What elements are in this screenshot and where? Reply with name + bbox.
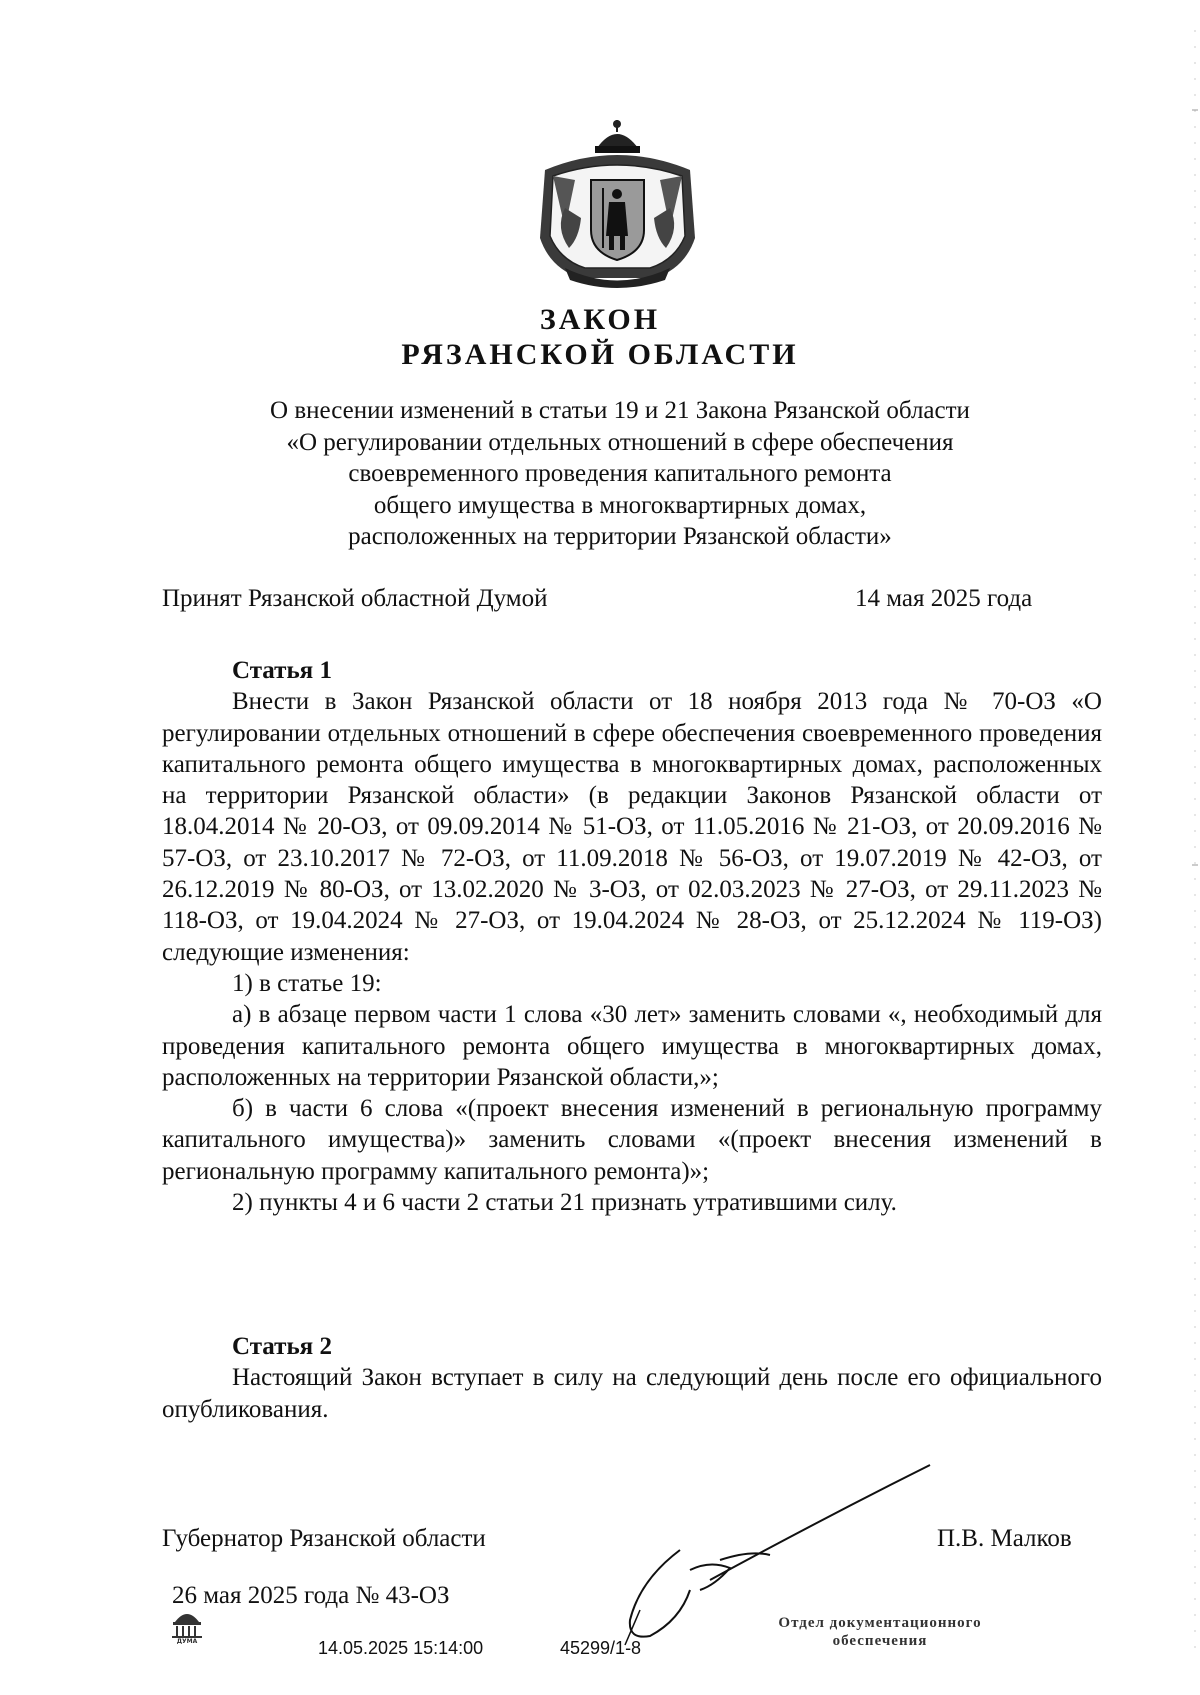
registration-code: 45299/1-8 [560,1638,642,1658]
article-paragraph: а) в абзаце первом части 1 слова «30 лет» заменить словами «, необходимый для проведения капитального ремонта общего имущества в многоквартирных домах, расположенных на территории Рязанской области,»; [162,1001,1102,1091]
article-heading: Статья 2 [232,1333,332,1360]
region-title: РЯЗАНСКОЙ ОБЛАСТИ [401,338,799,371]
signing-date-number: 26 мая 2025 года № 43-ОЗ [172,1582,450,1609]
adopted-date: 14 мая 2025 года [855,585,1033,612]
article-paragraph: 1) в статье 19: [232,969,382,997]
subtitle-line: расположенных на территории Рязанской области» [348,523,892,550]
stamp-line: обеспечения [832,1633,928,1649]
article-paragraph: б) в части 6 слова «(проект внесения изменений в региональную программу капитального имущества)» заменить словами «(проект внесения изменений в региональную программу капитального ремонта)»; [162,1095,1102,1185]
stamp-line: Отдел документационного [778,1615,982,1631]
document-type-title: ЗАКОН [539,303,661,336]
svg-text:ДУМА: ДУМА [176,1638,198,1644]
adopted-by: Принят Рязанской областной Думой [162,585,548,612]
article-paragraph: Настоящий Закон вступает в силу на следующий день после его официального опубликования. [162,1364,1102,1423]
article-1 [162,655,1102,1218]
registration-timestamp: 14.05.2025 15:14:00 [318,1638,484,1658]
article-paragraph: 2) пункты 4 и 6 части 2 статьи 21 признать утратившими силу. [232,1189,897,1217]
department-stamp [735,1614,1025,1650]
subtitle-line: общего имущества в многоквартирных домах, [373,491,867,519]
signatory-position: Губернатор Рязанской области [162,1525,486,1552]
subtitle-line: своевременного проведения капитального ремонта [348,460,892,487]
scan-edge-marks [1186,0,1200,1695]
article-paragraph: Внести в Закон Рязанской области от 18 ноября 2013 года № 70-ОЗ «О регулировании отдельных отношений в сфере обеспечения своевременного проведения капитального ремонта общего имущества в многоквартирных домах, расположенных на территории Рязанской области» (в редакции Законов Рязанской области от 18.04.2014 № 20-ОЗ, от 09.09.2014 № 51-ОЗ, от 11.05.2016 № 21-ОЗ, от 20.09.2016 № 57-ОЗ, от 23.10.2017 № 72-ОЗ, от 11.09.2018 № 56-ОЗ, от 19.07.2019 № 42-ОЗ, от 26.12.2019 № 80-ОЗ, от 13.02.2020 № 3-ОЗ, от 02.03.2023 № 27-ОЗ, от 29.11.2023 № 118-ОЗ, от 19.04.2024 № 27-ОЗ, от 19.04.2024 № 28-ОЗ, от 25.12.2024 № 119-ОЗ) следующие изменения: [162,688,1102,966]
duma-logo-icon [167,1602,207,1644]
coat-of-arms-emblem [535,118,700,288]
subtitle-line: О внесении изменений в статьи 19 и 21 Закона Рязанской области [270,397,970,424]
article-heading: Статья 1 [232,657,332,684]
article-2 [162,1331,1102,1425]
subtitle-line: «О регулировании отдельных отношений в сфере обеспечения [286,428,954,456]
signatory-name: П.В. Малков [937,1525,1072,1552]
crown-icon [595,120,640,153]
law-subtitle [190,395,1050,553]
